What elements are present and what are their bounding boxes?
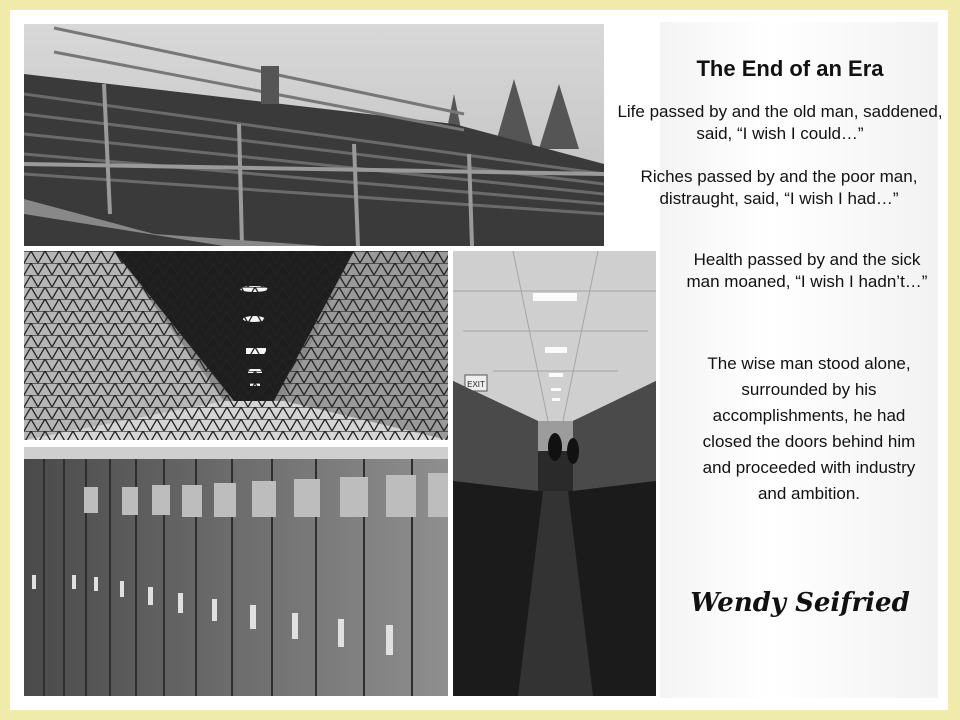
author-signature: Wendy Seifried (690, 588, 910, 618)
exit-sign-text: EXIT (467, 380, 485, 389)
bleachers-photo (24, 24, 604, 246)
corridor-photo (453, 251, 656, 696)
poem-paragraph-4: The wise man stood alone, surrounded by his accomplishments, he had closed the doors behind him and proceeded with industry and ambition. (702, 354, 916, 503)
poem-paragraph-1: Life passed by and the old man, saddened, said, “I wish I could…” (617, 102, 943, 143)
poem-title: The End of an Era (696, 56, 884, 81)
lockers-photo (24, 447, 448, 696)
poem-paragraph-2: Riches passed by and the poor man, distraught, said, “I wish I had…” (640, 167, 918, 208)
poem-paragraph-3: Health passed by and the sick man moaned, “I wish I hadn’t…” (686, 250, 928, 291)
hallway-through-fence-photo (24, 251, 448, 440)
